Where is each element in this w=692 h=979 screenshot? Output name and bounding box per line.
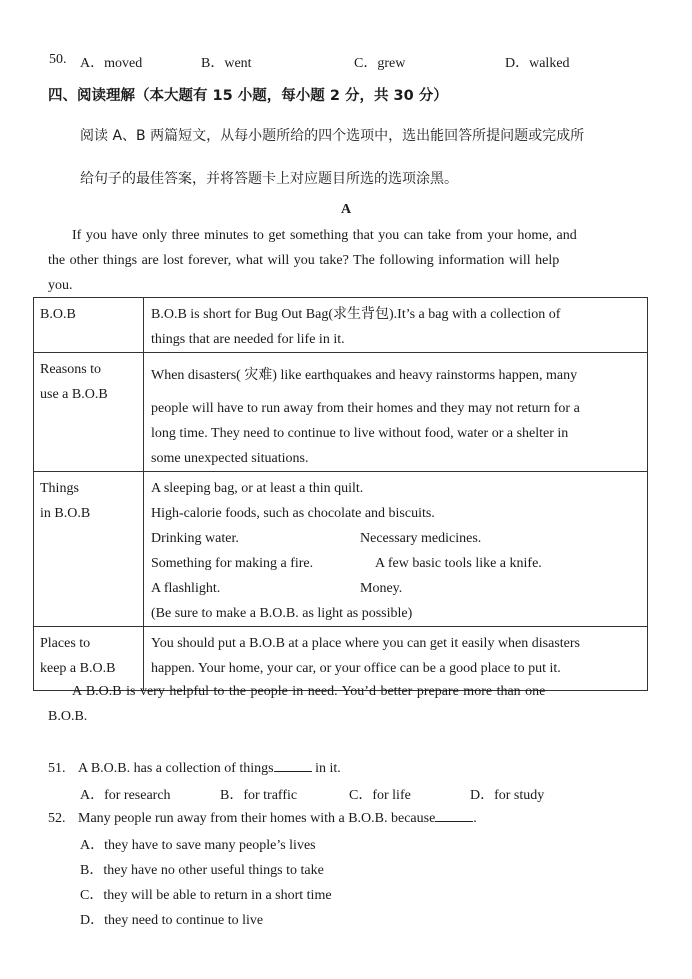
question-52-stem: 52. Many people run away from their homes with a B.O.B. because .	[48, 811, 477, 826]
passage-intro-line-2: the other things are lost forever, what will you take? The following information will help	[48, 253, 560, 268]
option-d: D．they need to continue to live	[80, 913, 264, 928]
row-label: B.O.B	[34, 298, 144, 353]
option-b: B．for traffic	[220, 788, 298, 803]
row-content: B.O.B is short for Bug Out Bag(求生背包).It’s a bag with a collection of things that are needed for life in it.	[144, 298, 648, 353]
closing-line-1: A B.O.B is very helpful to the people in need. You’d better prepare more than one	[72, 684, 546, 699]
table-row	[34, 472, 648, 627]
section-instruction-line-2: 给句子的最佳答案，并将答题卡上对应题目所选的选项涂黑。	[80, 171, 458, 187]
option-c: C．for life	[349, 788, 411, 803]
row-content: You should put a B.O.B at a place where you can get it easily when disasters happen. Your home, your car, or your office can be a good place to put it.	[144, 627, 648, 691]
answer-blank	[274, 759, 312, 772]
option-a: A．for research	[80, 788, 171, 803]
row-label: Places to keep a B.O.B	[34, 627, 144, 691]
item-pair: A flashlight. Money.	[151, 581, 403, 596]
passage-intro-line-1: If you have only three minutes to get something that you can take from your home, and	[72, 228, 577, 243]
option-b: B．they have no other useful things to take	[80, 863, 324, 878]
row-label: Reasons to use a B.O.B	[34, 353, 144, 472]
item-pair: Drinking water. Necessary medicines.	[151, 531, 482, 546]
answer-blank	[435, 809, 473, 822]
option-a: A．they have to save many people’s lives	[80, 838, 316, 853]
passage-intro-line-3: you.	[48, 278, 73, 293]
table-row	[34, 353, 648, 472]
section-heading: 四、阅读理解（本大题有 15 小题，每小题 2 分，共 30 分）	[48, 88, 448, 104]
option-a: A．moved	[80, 56, 143, 71]
question-number: 51.	[48, 761, 66, 776]
option-c: C．they will be able to return in a short time	[80, 888, 332, 903]
option-d: D．for study	[470, 788, 545, 803]
table-note: (Be sure to make a B.O.B. as light as possible)	[151, 606, 413, 621]
option-b: B．went	[201, 56, 252, 71]
table-row	[34, 627, 648, 691]
row-label: Things in B.O.B	[34, 472, 144, 627]
option-d: D．walked	[505, 56, 570, 71]
question-51-stem: 51. A B.O.B. has a collection of things in it.	[48, 761, 341, 776]
option-c: C．grew	[354, 56, 406, 71]
section-instruction-line-1: 阅读 A、B 两篇短文，从每小题所给的四个选项中，选出能回答所提问题或完成所	[80, 128, 585, 144]
row-content: When disasters( 灾难) like earthquakes and heavy rainstorms happen, many people will have to run away from their homes and they may not return for a long time. They need to continue to live without food, water or a shelter in some unexpected situations.	[144, 353, 648, 472]
passage-title: A	[340, 202, 352, 217]
row-content: A sleeping bag, or at least a thin quilt. High-calorie foods, such as chocolate and biscuits. Drinking water. Necessary medicines. Something for making a fire. A few basic tools like a knife. A flashlight. Money. (Be sure to make a B.O.B. as light as possible)	[144, 472, 648, 627]
table-row	[34, 298, 648, 353]
question-number: 50.	[49, 52, 67, 67]
closing-line-2: B.O.B.	[48, 709, 88, 724]
item-pair: Something for making a fire. A few basic tools like a knife.	[151, 556, 542, 571]
question-number: 52.	[48, 811, 66, 826]
bob-info-table	[33, 297, 648, 691]
